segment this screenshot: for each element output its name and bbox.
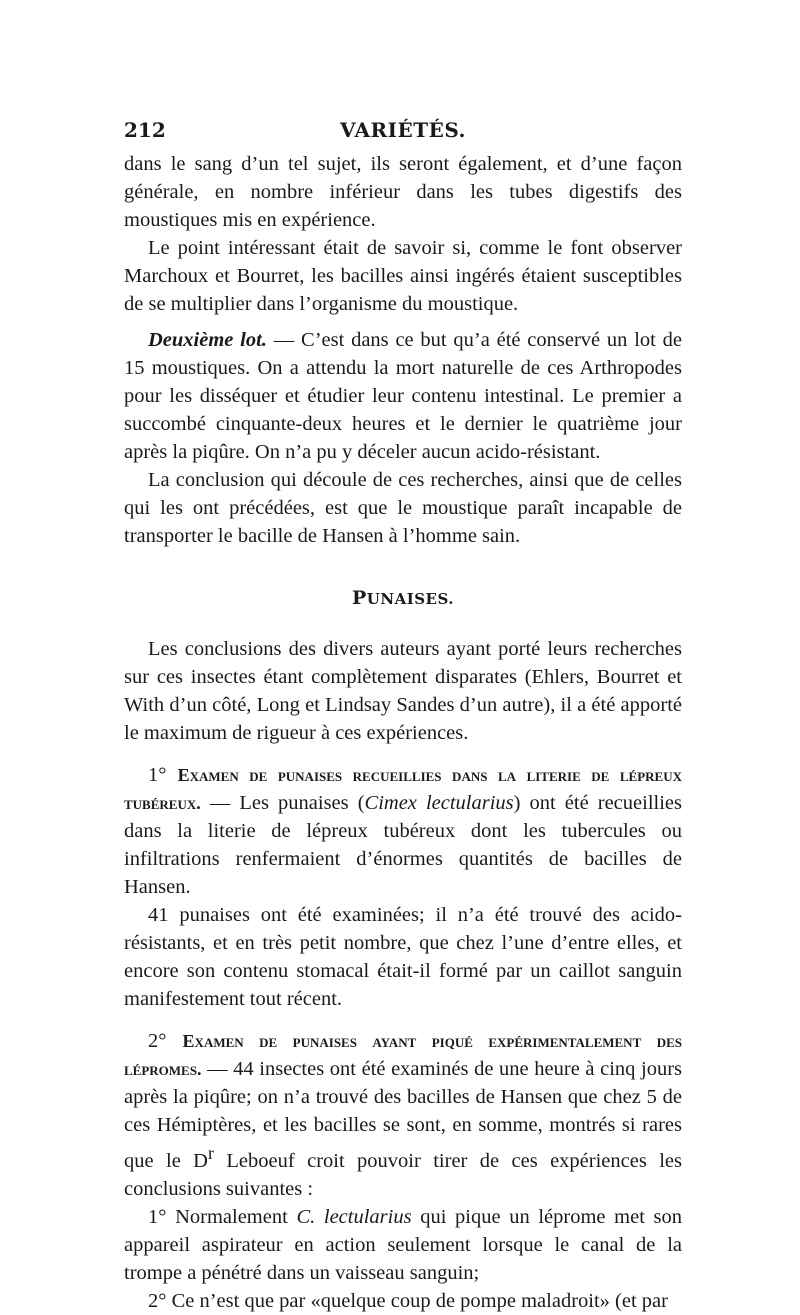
page-body bbox=[124, 150, 682, 1315]
paragraph-text: qui pique un léprome met son appareil aspirateur en action seulement lorsque le canal de la trompe a pénétré dans un vaisseau sanguin; bbox=[124, 1205, 682, 1284]
subsection-heading: Examen de punaises recueillies dans la literie de lépreux tubéreux. bbox=[124, 765, 682, 813]
item-number: 1° bbox=[148, 764, 167, 786]
paragraph bbox=[124, 761, 682, 901]
paragraph: Le point intéressant était de savoir si, comme le font observer Marchoux et Bourret, les bacilles ainsi ingérés étaient susceptibles de se multiplier dans l’organisme du moustique. bbox=[124, 237, 682, 315]
species-name: C. lectularius bbox=[296, 1205, 412, 1228]
paragraph: Les conclusions des divers auteurs ayant porté leurs recherches sur ces insectes étant complètement disparates (Ehlers, Bourret et With d’un côté, Long et Lindsay Sandes d’un autre), il a été apporté le maximum de rigueur à ces expériences. bbox=[124, 638, 682, 744]
item-number: 2° bbox=[148, 1030, 167, 1052]
paragraph: La conclusion qui découle de ces recherches, ainsi que de celles qui les ont précédées, est que le moustique paraît incapable de transporter le bacille de Hansen à l’homme sain. bbox=[124, 469, 682, 547]
paragraph-text: — 44 insectes ont été examinés de une heure à cinq jours après la piqûre; on n’a trouvé des bacilles de Hansen que chez 5 de ces Hémiptères, et les bacilles se sont, en somme, montrés si rares que le D bbox=[124, 1058, 682, 1172]
paragraph-text: 1° Normalement bbox=[148, 1205, 297, 1228]
paragraph-text: Leboeuf croit pouvoir tirer de ces expériences les conclusions suivantes : bbox=[124, 1149, 682, 1200]
species-name: Cimex lectularius bbox=[364, 792, 514, 814]
section-heading-rest: UNAISES. bbox=[366, 590, 455, 608]
paragraph: dans le sang d’un tel sujet, ils seront également, et d’une façon générale, en nombre inférieur dans les tubes digestifs des moustiques mis en expérience. bbox=[124, 153, 682, 231]
paragraph-text: — C’est dans ce but qu’a été conservé un lot de 15 moustiques. On a attendu la mort naturelle de ces Arthropodes pour les disséquer et étudier leur contenu intestinal. Le premier a succombé cinquante-deux heures et le dernier le quatrième jour après la piqûre. On n’a pu y déceler aucun acido-résistant. bbox=[124, 329, 682, 463]
paragraph-text: ) ont été recueillies dans la literie de lépreux tubéreux dont les tubercules ou infiltrations renfermaient d’énormes quantités de bacilles de Hansen. bbox=[124, 792, 682, 898]
section-heading bbox=[124, 584, 682, 613]
paragraph-text: — Les punaises ( bbox=[200, 792, 365, 814]
running-title: VARIÉTÉS. bbox=[339, 118, 467, 142]
paragraph: 2° Ce n’est que par «quelque coup de pompe maladroit» (et par bbox=[148, 1289, 668, 1312]
superscript: r bbox=[208, 1143, 214, 1163]
page-header bbox=[124, 118, 682, 148]
paragraph bbox=[124, 1027, 682, 1203]
page-number: 212 bbox=[124, 118, 166, 142]
section-heading-initial: P bbox=[351, 587, 367, 609]
paragraph: 41 punaises ont été examinées; il n’a été trouvé des acido-résistants, et en très petit nombre, que chez l’une d’entre elles, et encore son contenu stomacal était-il formé par un caillot sanguin manifestement tout récent. bbox=[124, 904, 682, 1010]
paragraph bbox=[124, 326, 682, 466]
lead-in-heading: Deuxième lot. bbox=[148, 329, 267, 351]
subsection-heading: Examen de punaises ayant piqué expérimentalement des lépromes. bbox=[124, 1031, 682, 1079]
